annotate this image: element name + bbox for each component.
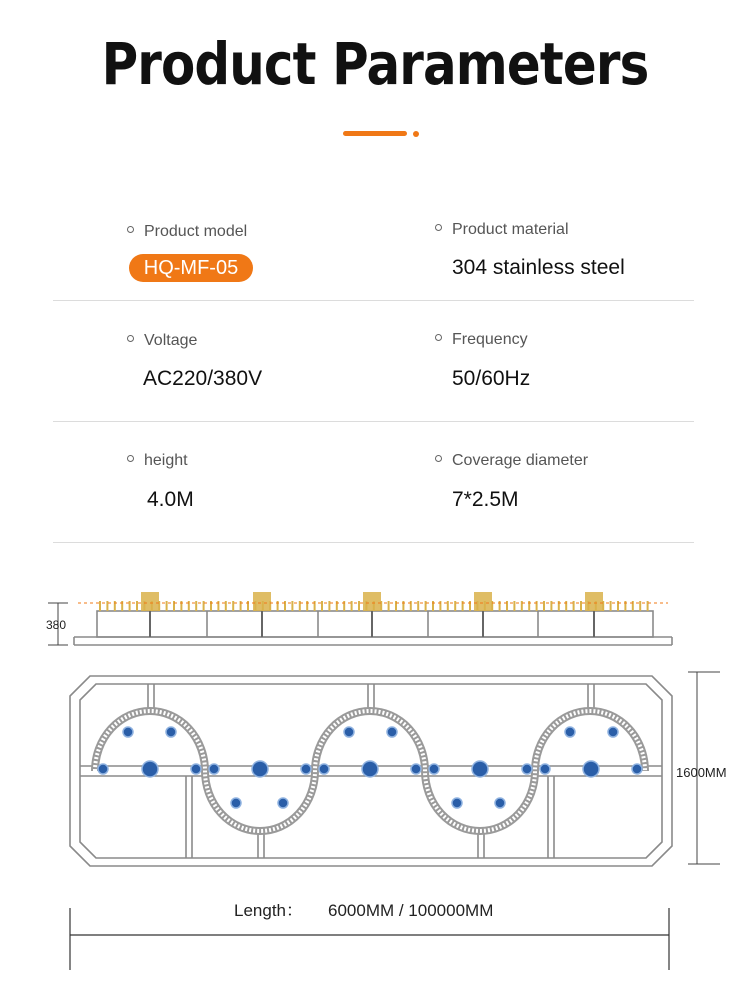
fountain-light [209,764,219,774]
fountain-light [472,761,488,777]
frequency-label: Frequency [435,331,528,349]
fountain-light [166,727,176,737]
bullet-icon [127,226,134,233]
row-divider [53,421,694,422]
bullet-icon [127,455,134,462]
fountain-light [583,761,599,777]
center-nozzle [253,592,271,611]
voltage-value: AC220/380V [143,367,263,390]
fountain-light [411,764,421,774]
product-material-label: Product material [435,221,569,239]
fountain-technical-drawing [0,570,750,990]
bullet-icon [435,455,442,462]
page-title: Product Parameters [101,30,649,98]
side-height-dimension: 380 [46,618,67,632]
product-material-value: 304 stainless steel [452,256,625,279]
product-model-badge: HQ-MF-05 [129,254,253,282]
fountain-light [191,764,201,774]
fountain-light [301,764,311,774]
height-label: height [127,452,188,470]
fountain-light [387,727,397,737]
length-dimension-label: Length： [234,901,303,920]
fountain-light [98,764,108,774]
height-value: 4.0M [147,488,194,511]
center-nozzle [474,592,492,611]
row-divider [53,542,694,543]
product-model-label: Product model [127,223,247,241]
center-nozzle [363,592,381,611]
title-accent-dot [413,131,419,137]
fountain-light [319,764,329,774]
bullet-icon [435,334,442,341]
length-dimension-value: 6000MM / 100000MM [328,901,494,920]
fountain-light [565,727,575,737]
fountain-light [452,798,462,808]
center-nozzle [141,592,159,611]
coverage-diameter-value: 7*2.5M [452,488,519,511]
fountain-light [632,764,642,774]
bullet-icon [127,335,134,342]
fountain-light [608,727,618,737]
width-dimension-label: 1600MM [676,765,727,780]
frequency-value: 50/60Hz [452,367,531,390]
title-accent-bar [343,131,407,136]
fountain-light [362,761,378,777]
fountain-light [231,798,241,808]
fountain-light [344,727,354,737]
fountain-lights [98,727,642,808]
fountain-light [142,761,158,777]
fountain-light [429,764,439,774]
coverage-diameter-label: Coverage diameter [435,452,588,470]
fountain-light [522,764,532,774]
fountain-light [252,761,268,777]
fountain-light [123,727,133,737]
side-view-nozzles [78,592,668,637]
row-divider [53,300,694,301]
bullet-icon [435,224,442,231]
fountain-light [278,798,288,808]
voltage-label: Voltage [127,332,197,350]
fountain-light [540,764,550,774]
center-nozzle [585,592,603,611]
fountain-light [495,798,505,808]
